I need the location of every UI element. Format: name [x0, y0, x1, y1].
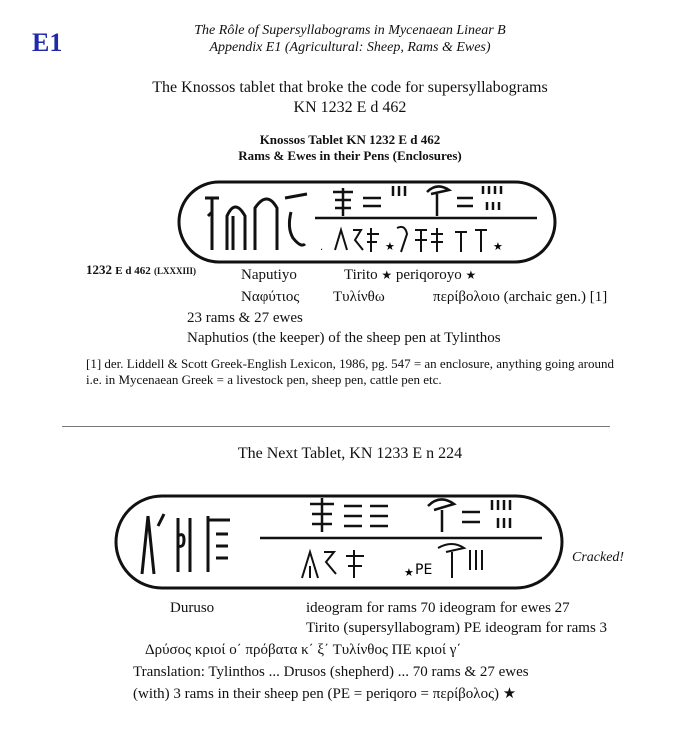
footnote-line2: i.e. in Mycenaean Greek = a livestock pen, sheep pen, cattle pen etc.: [86, 372, 442, 387]
tablet1-left-signs: [205, 194, 307, 250]
greek-line: Δρύσος κριοί ο΄ πρόβατα κ΄ ξ΄ Τυλίνθος ΠΕ κριοί γ΄: [145, 642, 462, 658]
section1-title: [0, 78, 700, 118]
star-glyph: ★: [465, 268, 477, 282]
page-header: [0, 22, 700, 56]
appendix-badge: E1: [32, 28, 63, 57]
tablet2-star: ★: [404, 566, 414, 579]
cracked-note: Cracked!: [572, 550, 625, 565]
tablet1-caption-line1: Knossos Tablet KN 1232 E d 462: [259, 132, 441, 147]
ideogram-line2: Tirito (supersyllabogram) PE ideogram for rams 3: [306, 620, 608, 636]
tablet2-left-signs: [142, 514, 230, 574]
tablet1-id-roman: (LXXXIII): [153, 266, 196, 276]
tablet1-id-series: E d 462: [115, 265, 151, 277]
tablet1-caption: [0, 132, 700, 164]
name-greek-periboloio: περίβολοιο (archaic gen.) [1]: [433, 289, 608, 305]
tablet1-id: [86, 262, 196, 278]
header-title: The Rôle of Supersyllabograms in Mycenaean Linear B: [194, 23, 506, 38]
names-latin-row: [241, 267, 297, 284]
tablet2-top-signs: [310, 498, 510, 532]
tablet1-star-a: ★: [385, 240, 395, 253]
header-subtitle: Appendix E1 (Agricultural: Sheep, Rams & Ewes): [209, 40, 491, 55]
tablet1-translation: Naphutios (the keeper) of the sheep pen at Tylinthos: [187, 330, 501, 346]
star-glyph: ★: [381, 268, 393, 282]
tablet1-caption-line2: Rams & Ewes in their Pens (Enclosures): [238, 148, 462, 163]
ideogram-line1: ideogram for rams 70 ideogram for ewes 27: [306, 600, 570, 616]
tablet1-id-number: 1232: [86, 262, 112, 277]
tablet2-pe-label: PE: [415, 562, 433, 578]
section1-title-line2: KN 1232 E d 462: [293, 99, 407, 116]
name-duruso: Duruso: [170, 600, 215, 616]
name-greek-naphutios: Ναφύτιος: [241, 289, 300, 305]
name-naputiyo: Naputiyo: [241, 267, 297, 283]
footnote: [86, 356, 686, 388]
section1-title-line1: The Knossos tablet that broke the code for supersyllabograms: [152, 79, 548, 96]
tablet2-bottom-signs: [302, 544, 482, 578]
names-latin-tirito-row: [344, 267, 476, 284]
translation-line1: Translation: Tylinthos ... Drusos (shepherd) ... 70 rams & 27 ewes: [133, 664, 529, 680]
tablet1-bottom-signs: [335, 227, 487, 252]
tablet2-drawing: [112, 486, 567, 596]
section-divider: [62, 426, 610, 427]
name-periqoroyo: periqoroyo: [395, 267, 462, 283]
name-greek-tylinthos: Τυλίνθω: [333, 289, 385, 305]
section2-title: The Next Tablet, KN 1233 E n 224: [237, 445, 463, 462]
footnote-line1: [1] der. Liddell & Scott Greek-English Lexicon, 1986, pg. 547 = an enclosure, anything going around: [86, 356, 614, 371]
tablet1-top-signs: [333, 186, 501, 216]
tablet1-star-b: ★: [493, 240, 503, 253]
tablet1-drawing: [175, 168, 560, 268]
tablet1-dot: .: [320, 242, 324, 253]
tablet1-counts: 23 rams & 27 ewes: [187, 310, 303, 326]
name-tirito: Tirito: [344, 267, 378, 283]
translation-line2: (with) 3 rams in their sheep pen (PE = periqoro = περίβολος) ★: [133, 686, 517, 702]
